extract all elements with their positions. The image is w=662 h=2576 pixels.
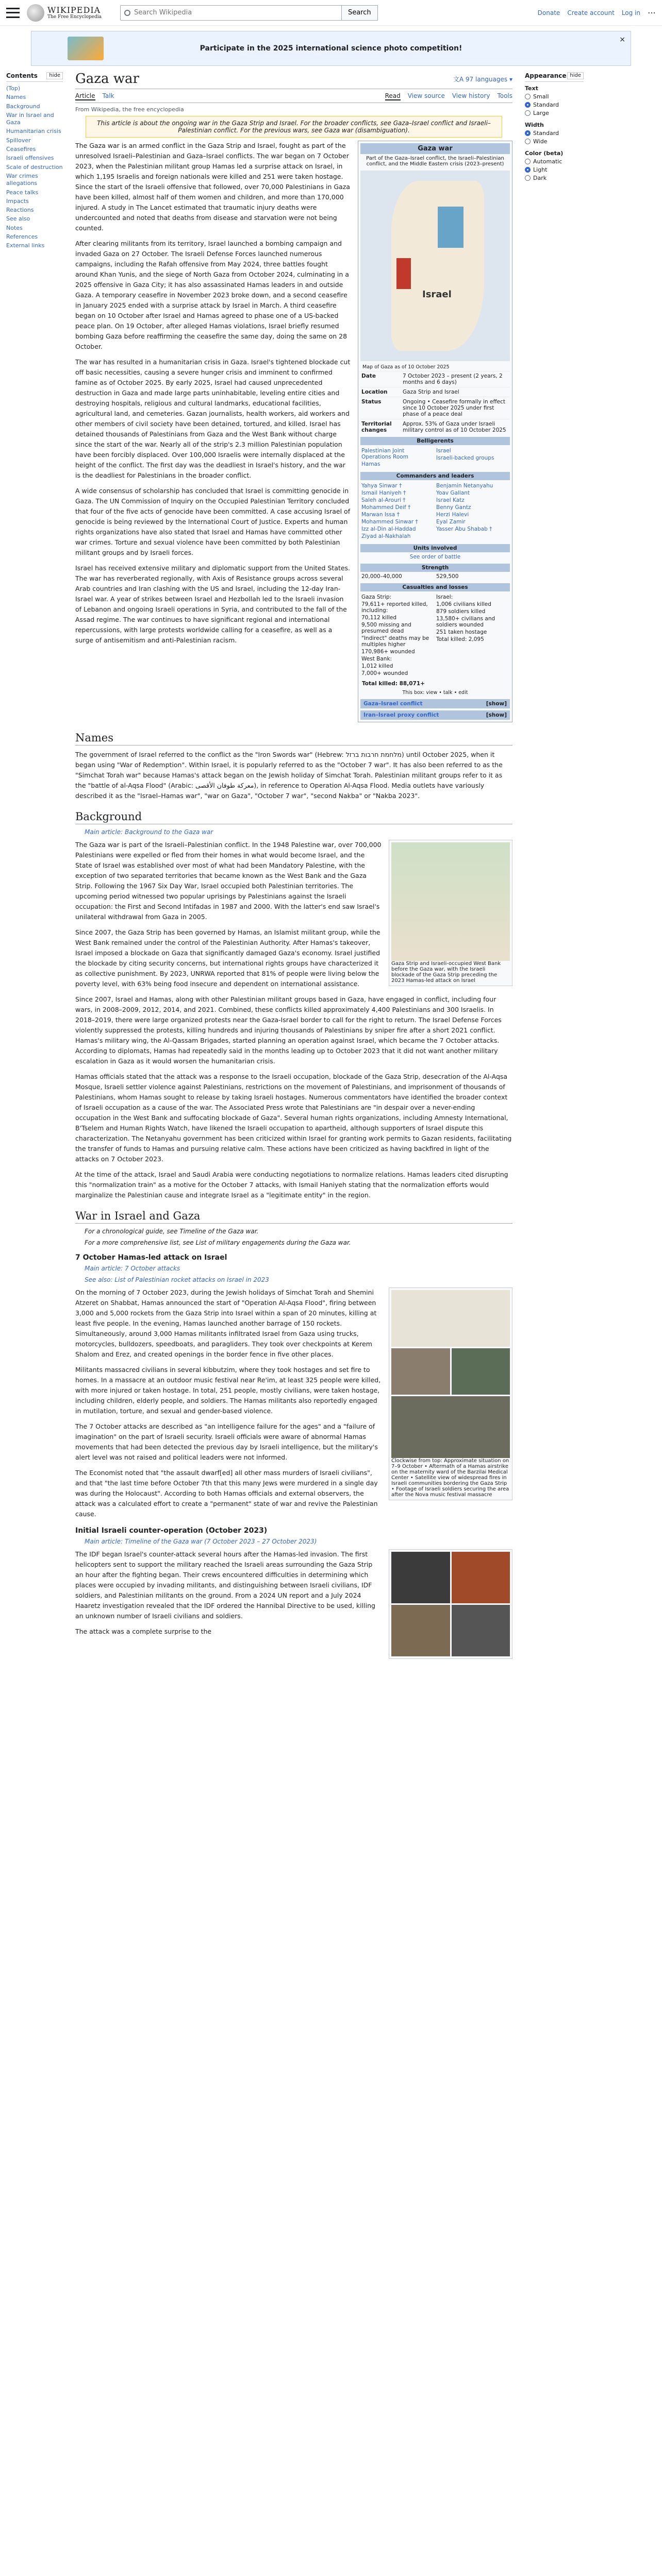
page-header xyxy=(75,71,512,89)
casualty-item: "Indirect" deaths may be multiples higher xyxy=(361,635,429,648)
casualty-item: 1,006 civilians killed xyxy=(436,601,491,607)
infobox-row-value: 7 October 2023 – present (2 years, 2 months and 6 days) xyxy=(403,373,503,385)
personal-tools xyxy=(538,8,656,18)
casualty-item: 170,986+ wounded xyxy=(361,649,415,655)
war-hatnote: For a chronological guide, see Timeline of the Gaza war. xyxy=(85,1228,259,1235)
background-paragraph: At the time of the attack, Israel and Saudi Arabia were conducting negotiations to normalize relations. Hamas leaders cited disrupting this "normalization train" as a motive for the October 7 attacks, with Ismail Haniyeh stating that the normalization efforts would marginalize the Palestinian cause and integrate Israel as a "legitimate entity" in the region. xyxy=(75,1171,508,1199)
close-icon[interactable]: × xyxy=(619,36,625,44)
appearance-title: Appearance xyxy=(525,72,567,79)
color-label: Color (beta) xyxy=(525,150,564,157)
banner-image xyxy=(68,37,104,60)
commander[interactable]: Yoav Gallant xyxy=(436,490,470,496)
infobox xyxy=(358,141,512,722)
radio-button[interactable] xyxy=(525,110,531,116)
section-heading-war: War in Israel and Gaza xyxy=(75,1210,512,1224)
counter-paragraph: The attack was a complete surprise to the xyxy=(75,1628,212,1635)
commanders xyxy=(360,480,510,542)
infobox-row xyxy=(360,419,510,435)
navbox-iran-israel[interactable] xyxy=(360,710,510,720)
radio-button[interactable] xyxy=(525,159,531,164)
commander[interactable]: Yahya Sinwar † xyxy=(361,483,402,489)
toc-title: Contents xyxy=(6,72,38,79)
casualty-item: 70,112 killed xyxy=(361,615,397,621)
subsection-heading-counter: Initial Israeli counter-operation (October 2023) xyxy=(75,1527,268,1535)
tab-tools[interactable]: Tools xyxy=(497,92,512,99)
casualty-item: 1,012 killed xyxy=(361,663,393,669)
counter-image[interactable] xyxy=(452,1605,510,1656)
strength xyxy=(360,572,510,581)
casualty-item: 13,580+ civilians and soldiers wounded xyxy=(436,616,495,628)
article-hatnote: This article is about the ongoing war in the Gaza Strip and Israel. For the broader conflicts, see Gaza–Israel conflict and Israeli–Palestinian conflict. For the previous wars, see Gaza war (disambiguation). xyxy=(86,116,502,138)
color-option-label: Light xyxy=(533,166,548,173)
belligerent[interactable]: Hamas xyxy=(361,461,380,467)
tab-read[interactable]: Read xyxy=(385,92,401,99)
toc-item[interactable]: Ceasefires xyxy=(6,146,36,153)
text-size-group xyxy=(525,85,584,116)
commander[interactable]: Marwan Issa † xyxy=(361,512,400,518)
casualty-item: Total killed: 2,095 xyxy=(436,636,484,642)
intro-text xyxy=(75,141,351,722)
commander[interactable]: Saleh al-Arouri † xyxy=(361,497,406,503)
toc-item[interactable]: Peace talks xyxy=(6,189,39,196)
page-title: Gaza war xyxy=(75,71,139,87)
text-size-option-label: Large xyxy=(533,110,549,116)
infobox-row xyxy=(360,387,510,397)
appearance-panel xyxy=(521,66,588,1664)
width-label: Width xyxy=(525,122,544,128)
attack-paragraph: The 7 October attacks are described as "an intelligence failure for the ages" and a "failure of imagination" on the part of Israeli security. Israeli officials were aware of abnormal Hamas movements that had been detected the previous day by Israeli intelligence, but the military's alert level was not raised and political leaders were not informed. xyxy=(75,1422,378,1461)
units-header: Units involved xyxy=(360,544,510,552)
text-size-option-label: Standard xyxy=(533,101,559,108)
wikipedia-logo[interactable] xyxy=(27,4,102,22)
toc-item[interactable]: Spillover xyxy=(6,137,31,144)
navbox-show-toggle[interactable]: [show] xyxy=(486,712,507,718)
commander[interactable]: Israel Katz xyxy=(436,497,465,503)
aftermath-image[interactable] xyxy=(391,1348,450,1395)
belligerent[interactable]: Israeli-backed groups xyxy=(436,455,494,461)
appearance-header xyxy=(525,72,584,82)
more-options-icon[interactable]: ⋯ xyxy=(648,8,656,18)
intro-paragraph: Israel has received extensive military and diplomatic support from the United States. The war has reverberated regionally, with Axis of Resistance groups across several Arab countries and Iran clashing with the US and Israel, including the 12-day Iran-Israel war. A year of strikes between Israel and Hezbollah led to the Israeli invasion of Lebanon and ongoing Israeli operations in Syria, and contributed to the fall of the Assad regime. The war continues to have significant regional and international repercussions, with large protests worldwide calling for a ceasefire, as well as a surge of antisemitism and anti-Palestinian racism. xyxy=(75,564,351,644)
strength-israel: 529,500 xyxy=(436,573,459,580)
search-input[interactable] xyxy=(120,5,342,21)
site-subtitle: From Wikipedia, the free encyclopedia xyxy=(75,106,184,113)
navbox-gaza-israel[interactable] xyxy=(360,699,510,708)
width-group xyxy=(525,122,584,145)
toc-hide-button[interactable]: hide xyxy=(46,72,63,79)
counter-image[interactable] xyxy=(452,1552,510,1603)
infobox-row-value: Ongoing • Ceasefire formally in effect since 10 October 2025 under first phase of a peace deal xyxy=(403,399,506,417)
search-button[interactable]: Search xyxy=(342,5,378,21)
counter-image[interactable] xyxy=(391,1605,450,1656)
toc-item[interactable]: War crimes allegations xyxy=(6,172,38,187)
search-bar xyxy=(114,5,378,21)
background-map-image[interactable] xyxy=(391,842,510,961)
commander[interactable]: Mohammed Deif † xyxy=(361,504,411,511)
main-article-link[interactable]: Main article: 7 October attacks xyxy=(85,1265,180,1272)
text-size-option-label: Small xyxy=(533,93,549,100)
color-option[interactable] xyxy=(525,166,584,173)
background-paragraph: The Gaza war is part of the Israeli–Palestinian conflict. In the 1948 Palestine war, over 700,000 Palestinians were expelled or fled from their homes in what would become Israel, and the State of Israel was established over most of what had been Mandatory Palestine, with the exception of two separated territories that became known as the West Bank and the Gaza Strip. Following the 1967 Six Day War, Israel occupied both Palestinian territories. The upcoming period witnessed two popular uprisings by Palestinians against the Israeli occupation: the First and Second Intifadas in 1987 and 2000. With the latter's end saw Israel's unilateral withdrawal from Gaza in 2005. xyxy=(75,841,382,921)
units-link[interactable]: See order of battle xyxy=(409,554,461,560)
intro-paragraph: The war has resulted in a humanitarian crisis in Gaza. Israel's tightened blockade cut off basic necessities, causing a severe hunger crisis and imminent to confirmed famine as of October 2025. By early 2025, Israel had caused unprecedented destruction in Gaza and made large parts uninhabitable, leveling entire cities and destroying hospitals, religious and cultural landmarks, educational facilities, agricultural land, and cemeteries. Gazan journalists, health workers, aid workers and other members of civil society have been detained, tortured, and killed. Israel has detained thousands of Palestinians from Gaza and the West Bank without charge since the start of the war. Nearly all of the strip's 2.3 million Palestinian population have been forcibly displaced. Over 100,000 Israelis were internally displaced at the height of the conflict. The first day was the deadliest in Israel's history, and the war is the deadliest for Palestinians in the broader conflict. xyxy=(75,358,351,479)
commander[interactable]: Benjamin Netanyahu xyxy=(436,483,493,489)
figure-caption: Gaza Strip and Israeli-occupied West Bank before the Gaza war, with the Israeli blockade of the Gaza Strip preceding the 2023 Hamas-led attack on Israel xyxy=(391,961,501,984)
intro-paragraph: The Gaza war is an armed conflict in the Gaza Strip and Israel, fought as part of the unresolved Israeli–Palestinian and Gaza–Israel conflicts. The war began on 7 October 2023, when the Palestinian militant group Hamas led a surprise attack on Israel, in which 1,195 Israelis and foreign nationals were killed and 251 were taken hostage. Since the start of the Israeli offensive that followed, over 70,000 Palestinians in Gaza have been killed, almost half of them women and children, and more than 170,000 injured. A study in The Lancet estimated that traumatic injury deaths were undercounted and noted that deaths from disease and starvation were not being counted. xyxy=(75,142,350,232)
subsection-heading-attack: 7 October Hamas-led attack on Israel xyxy=(75,1253,227,1262)
toc-item[interactable]: Names xyxy=(6,94,26,101)
casualty-item: Israel: xyxy=(436,594,453,600)
toc-item[interactable]: References xyxy=(6,233,38,241)
tab-view-source[interactable]: View source xyxy=(407,92,445,99)
belligerent[interactable]: Palestinian Joint Operations Room xyxy=(361,448,408,460)
tab-talk[interactable]: Talk xyxy=(102,92,114,99)
banner-text[interactable]: Participate in the 2025 international science photo competition! xyxy=(200,44,462,53)
commander[interactable]: Herzi Halevi xyxy=(436,512,469,518)
navbox-show-toggle[interactable]: [show] xyxy=(486,701,507,707)
background-paragraph: Since 2007, the Gaza Strip has been governed by Hamas, an Islamist militant group, while the West Bank remained under the control of the Palestinian Authority. After Hamas's takeover, Israel imposed a blockade on Gaza that significantly damaged Gaza's economy. Israel justified the blockade by citing security concerns, but international rights groups have characterized it as collective punishment. By 2023, UNRWA reported that 81% of people were living below the poverty level, with 63% being food insecure and dependent on international assistance. xyxy=(75,928,380,988)
color-option[interactable] xyxy=(525,158,584,165)
background-figure xyxy=(389,840,512,986)
total-killed: Total killed: 88,071+ xyxy=(362,681,425,687)
infobox-subtitle: Part of the Gaza–Israel conflict, the Israeli–Palestinian conflict, and the Middle Eastern crisis (2023–present) xyxy=(366,156,504,167)
counter-figure xyxy=(389,1549,512,1659)
toc-item[interactable]: External links xyxy=(6,242,45,249)
tab-article[interactable]: Article xyxy=(75,92,95,99)
counter-image[interactable] xyxy=(391,1552,450,1603)
commander[interactable]: Mohammed Sinwar † xyxy=(361,519,418,525)
color-group xyxy=(525,150,584,181)
logo-title: WIKIPEDIA xyxy=(47,5,101,15)
logo-subtitle: The Free Encyclopedia xyxy=(47,14,102,20)
appearance-hide-button[interactable]: hide xyxy=(567,72,584,79)
color-option[interactable] xyxy=(525,175,584,181)
toc-header xyxy=(6,72,63,82)
table-of-contents xyxy=(0,66,67,1664)
casualty-item: West Bank: xyxy=(361,656,392,662)
infobox-title: Gaza war xyxy=(360,143,510,154)
toc-item[interactable]: Background xyxy=(6,103,40,110)
infobox-row-label: Territorial changes xyxy=(361,421,392,433)
radio-button[interactable] xyxy=(525,102,531,108)
text-size-label: Text xyxy=(525,85,538,92)
satellite-image[interactable] xyxy=(452,1348,510,1395)
radio-button[interactable] xyxy=(525,167,531,173)
text-size-option[interactable] xyxy=(525,110,584,116)
commander[interactable]: Eyal Zamir xyxy=(436,519,466,525)
commanders-header: Commanders and leaders xyxy=(360,472,510,480)
casualty-item: 9,500 missing and presumed dead xyxy=(361,622,411,634)
infobox-view-links[interactable]: This box: view • talk • edit xyxy=(402,690,468,696)
belligerents xyxy=(360,445,510,470)
casualty-item: Gaza Strip: xyxy=(361,594,392,600)
intro-paragraph: After clearing militants from its territory, Israel launched a bombing campaign and invaded Gaza on 27 October. The Israeli Defense Forces launched numerous campaigns, including the Rafah offensive from May 2024, three battles fought around Khan Yunis, and the siege of North Gaza from October 2024, culminating in a 2025 offensive in Gaza City; it has also assassinated Hamas leaders in and outside Gaza. A temporary ceasefire in November 2023 broke down, and a second ceasefire in January 2025 ended with a surprise attack by Israel in March. A third ceasefire began on 10 October after Israel and Hamas agreed to phase one of a US-backed peace plan. On 19 October, after alleged Hamas violations, Israel briefly resumed bombing Gaza before reaffirming the ceasefire the same day, doing the same on 28 October. xyxy=(75,240,349,350)
radio-button[interactable] xyxy=(525,175,531,181)
strength-palestinian: 20,000–40,000 xyxy=(361,573,402,580)
map-label: Israel xyxy=(422,289,452,300)
section-heading-names: Names xyxy=(75,732,512,745)
situation-map-image[interactable] xyxy=(391,1290,510,1347)
main-content xyxy=(67,66,521,1664)
search-icon xyxy=(124,10,130,16)
radio-button[interactable] xyxy=(525,94,531,99)
navbox-title: Gaza–Israel conflict xyxy=(363,701,423,707)
toc-item[interactable]: Impacts xyxy=(6,197,29,205)
belligerent[interactable]: Israel xyxy=(436,448,451,454)
color-option-label: Dark xyxy=(533,175,547,181)
infobox-row-value: Approx. 53% of Gaza under Israeli military control as of 10 October 2025 xyxy=(403,421,506,433)
casualty-item: 879 soldiers killed xyxy=(436,608,486,615)
width-option-label: Standard xyxy=(533,130,559,137)
commander[interactable]: Izz al-Din al-Haddad xyxy=(361,526,416,532)
soldiers-image[interactable] xyxy=(391,1396,510,1458)
map-caption: Map of Gaza as of 10 October 2025 xyxy=(362,364,450,370)
names-paragraph: The government of Israel referred to the conflict as the "Iron Swords war" (Hebrew: מלחמת חרבות ברזל) until October 2025, when it began using "War of Redemption". Within Israel, it is popularly referred to as the "October 7 war". It has also been referred to as the "Simchat Torah war" because Hamas's attack began on the Jewish holiday of Simchat Torah. Palestinian militant groups refer to it as the "battle of al-Aqsa Flood" (Arabic: معركة طوفان الأقصى), in reference to Operation Al-Aqsa Flood. Media outlets have variously described it as the "Israel–Hamas war", "war on Gaza", "October 7 war", "second Nakba" or "Nakba 2023". xyxy=(75,751,503,800)
toc-list xyxy=(6,85,63,250)
create-account-link[interactable]: Create account xyxy=(567,9,615,16)
language-selector[interactable] xyxy=(453,75,512,83)
casualties-header: Casualties and losses xyxy=(360,583,510,591)
toc-item[interactable]: Israeli offensives xyxy=(6,155,54,162)
toc-item[interactable]: Scale of destruction xyxy=(6,163,63,171)
casualty-item: 251 taken hostage xyxy=(436,629,487,635)
text-size-option[interactable] xyxy=(525,101,584,108)
commander[interactable]: Ziyad al-Nakhalah xyxy=(361,533,411,539)
casualties xyxy=(360,591,510,679)
toc-item[interactable]: War in Israel and Gaza xyxy=(6,111,54,126)
radio-button[interactable] xyxy=(525,139,531,144)
chevron-down-icon: ▾ xyxy=(509,75,512,83)
see-also-link[interactable]: See also: List of Palestinian rocket attacks on Israel in 2023 xyxy=(85,1276,269,1283)
attack-paragraph: Militants massacred civilians in several kibbutzim, where they took hostages and set fire to homes. In a massacre at an outdoor music festival near Re'im, at least 325 people were killed, with more injured or taken hostage. In total, 251 people, mostly civilians, were taken hostage, including children, elderly people, and soldiers. The Hamas militants also reportedly engaged in mutilation, torture, and sexual and gender-based violence. xyxy=(75,1366,381,1415)
tab-view-history[interactable]: View history xyxy=(452,92,490,99)
infobox-row-value: Gaza Strip and Israel xyxy=(403,389,459,395)
main-article-link[interactable]: Main article: Timeline of the Gaza war (7 October 2023 – 27 October 2023) xyxy=(85,1538,317,1545)
toc-item[interactable]: Reactions xyxy=(6,207,34,214)
commander[interactable]: Yasser Abu Shabab † xyxy=(436,526,492,532)
attack-figure xyxy=(389,1287,512,1500)
color-option-label: Automatic xyxy=(533,158,562,165)
text-size-option[interactable] xyxy=(525,93,584,100)
site-notice-banner xyxy=(31,31,631,66)
section-heading-background: Background xyxy=(75,810,512,824)
page-tabs xyxy=(75,92,512,103)
infobox-row-label: Status xyxy=(361,399,382,405)
belligerents-header: Belligerents xyxy=(360,437,510,445)
infobox-row xyxy=(360,397,510,419)
login-link[interactable]: Log in xyxy=(621,9,640,16)
donate-link[interactable]: Donate xyxy=(537,9,560,16)
main-menu-icon[interactable] xyxy=(6,8,20,18)
toc-item[interactable]: Notes xyxy=(6,224,23,231)
background-paragraph: Since 2007, Israel and Hamas, along with other Palestinian militant groups based in Gaza, have engaged in conflict, including four wars, in 2008–2009, 2012, 2014, and 2021. Combined, these conflicts killed approximately 4,400 Palestinians and 300 Israelis. In 2018–2019, there were large organized protests near the Gaza-Israel border to call for the right to return. The Israel Defense Forces violently suppressed the protests, killing hundreds and injuring thousands of Palestinians by sniper fire after a short 2021 conflict. Hamas's military wing, the Al-Qassam Brigades, started planning an operation against Israel, which became the 7 October attacks. According to diplomats, Hamas had repeatedly said in the months leading up to October 2023 that it did not want another military escalation in Gaza as it would worsen the humanitarian crisis. xyxy=(75,995,502,1065)
casualty-item: 79,611+ reported killed, including: xyxy=(361,601,428,614)
width-option[interactable] xyxy=(525,138,584,145)
radio-button[interactable] xyxy=(525,130,531,136)
infobox-map[interactable] xyxy=(360,171,510,361)
commander[interactable]: Benny Gantz xyxy=(436,504,471,511)
infobox-rows xyxy=(360,371,510,435)
width-option[interactable] xyxy=(525,130,584,137)
intro-paragraph: A wide consensus of scholarship has concluded that Israel is committing genocide in Gaza. The UN Commission of Inquiry on the Occupied Palestinian Territory concluded that four of the five acts of genocide have been committed. A case accusing Israel of genocide is being reviewed by the International Court of Justice. Experts and human rights organizations have also stated that Israel and Hamas have committed other war crimes. Torture and sexual violence have been committed by both Palestinian militant groups and by Israeli forces. xyxy=(75,487,351,556)
globe-icon xyxy=(27,4,44,22)
toc-item[interactable]: See also xyxy=(6,215,30,223)
attack-paragraph: On the morning of 7 October 2023, during the Jewish holidays of Simchat Torah and Shemini Atzeret on Shabbat, Hamas announced the start of "Operation Al-Aqsa Flood", firing between 3,000 and 5,000 rockets from the Gaza Strip into Israel within a span of 20 minutes, killing at least five people. In the evening, Hamas launched another barrage of 150 rockets. Simultaneously, around 3,000 Hamas militants infiltrated Israel from Gaza using trucks, motorcycles, bulldozers, speedboats, and paragliders. They took over checkpoints at Kerem Shalom and Erez, and created openings in the border fence in five other places. xyxy=(75,1289,377,1358)
width-option-label: Wide xyxy=(533,138,548,145)
navbox-title: Iran–Israel proxy conflict xyxy=(363,712,439,718)
main-article-link[interactable]: Main article: Background to the Gaza war xyxy=(85,828,213,836)
top-bar xyxy=(0,0,662,26)
commander[interactable]: Ismail Haniyeh † xyxy=(361,490,406,496)
attack-paragraph: The Economist noted that "the assault dwarf[ed] all other mass murders of Israeli civilians", and that "the last time before October 7th that this many Jews were murdered in a single day was during the Holocaust". According to both Hamas officials and external observers, the attack was a calculated effort to create a "permanent" state of war and revive the Palestinian cause. xyxy=(75,1469,378,1518)
infobox-row-label: Date xyxy=(361,373,376,379)
toc-item[interactable]: (Top) xyxy=(6,85,21,92)
toc-item[interactable]: Humanitarian crisis xyxy=(6,128,61,135)
casualty-item: 7,000+ wounded xyxy=(361,670,408,676)
figure-caption: Clockwise from top: Approximate situation on 7–9 October • Aftermath of a Hamas airstrike on the maternity ward of the Barzilai Medical Center • Satellite view of widespread fires in Israeli communities bordering the Gaza Strip • Footage of Israeli soldiers securing the area after the Nova music festival massacre xyxy=(391,1458,509,1498)
counter-paragraph: The IDF began Israel's counter-attack several hours after the Hamas-led invasion. The first helicopters sent to support the military reached the Israeli areas surrounding the Gaza Strip an hour after the fighting began. Their crews encountered difficulties in determining which places were occupied by invading militants, and distinguishing between Israeli civilians, IDF soldiers, and Palestinian militants on the ground. From a 2024 UN report and a July 2024 Haaretz investigation revealed that the IDF ordered the Hannibal Directive to be used, killing an unknown number of Israeli civilians and soldiers. xyxy=(75,1550,375,1620)
translate-icon: 文A xyxy=(453,75,464,83)
background-paragraph: Hamas officials stated that the attack was a response to the Israeli occupation, blockade of the Gaza Strip, desecration of the Al-Aqsa Mosque, Israeli settler violence against Palestinians, restrictions on the movement of Palestinians, and imprisonment of thousands of Palestinians, whom Hamas sought to release by taking Israeli hostages. Numerous commentators have identified the broader context of Israeli occupation as a cause of the war. The Associated Press wrote that Palestinians are "in despair over a never-ending occupation in the West Bank and suffocating blockade of Gaza". Several human rights organizations, including Amnesty International, B'Tselem and Human Rights Watch, have likened the Israeli occupation to apartheid, although supporters of Israel dispute this characterization. The Netanyahu government has been criticized within Israel for granting work permits to Gazan residents, facilitating the transfer of funds to Hamas and pursuing relative calm. These actions have been criticized as having backfired in light of the attacks on 7 October 2023. xyxy=(75,1073,512,1163)
strength-header: Strength xyxy=(360,564,510,572)
war-hatnote: For a more comprehensive list, see List of military engagements during the Gaza war. xyxy=(85,1239,351,1246)
language-count: 97 languages xyxy=(465,75,508,83)
infobox-row-label: Location xyxy=(361,389,388,395)
infobox-row xyxy=(360,371,510,387)
